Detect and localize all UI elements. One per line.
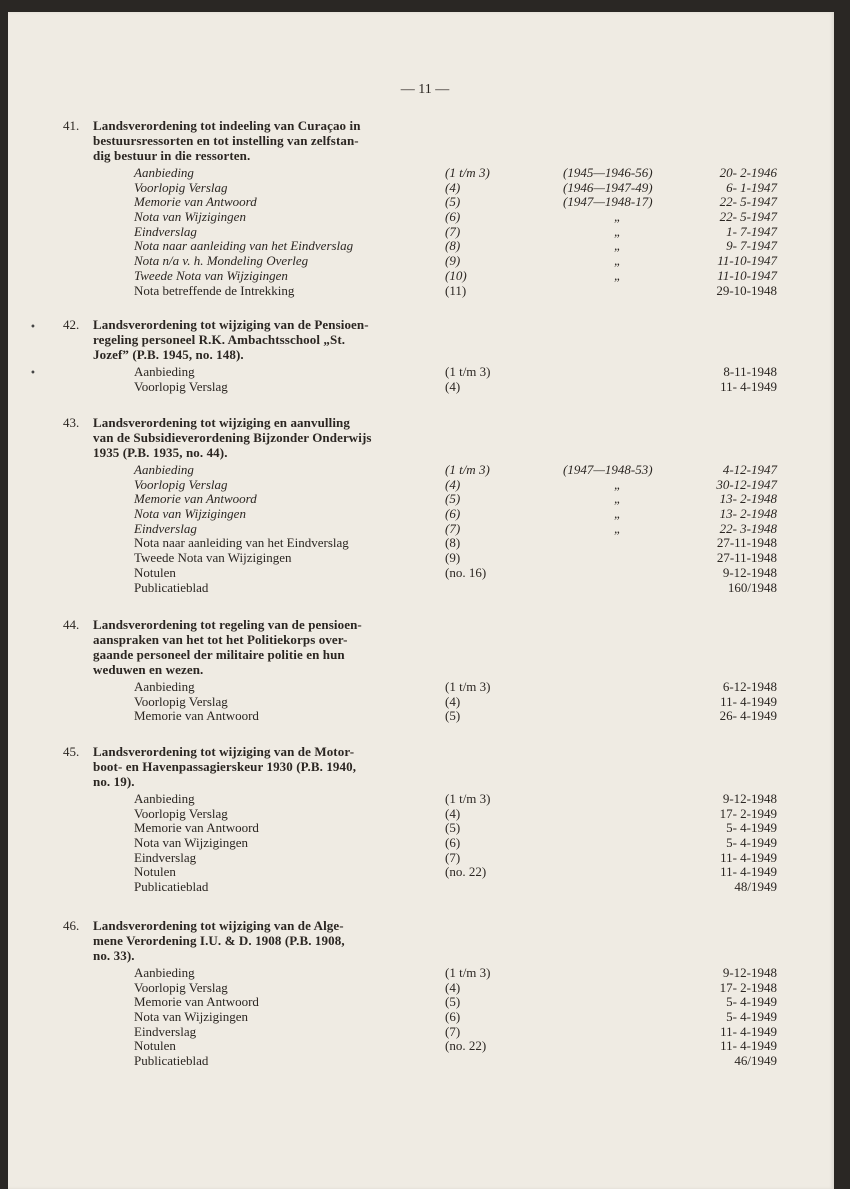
document-date: 6-12-1948 (722, 679, 777, 694)
document-label: Aanbieding (134, 965, 195, 980)
document-row (0, 851, 850, 866)
document-date: 13- 2-1948 (719, 506, 777, 522)
document-row (0, 836, 850, 851)
document-label: Nota van Wijzigingen (134, 1009, 249, 1025)
document-date: 17- 2-1948 (719, 979, 777, 995)
document-row (0, 380, 850, 395)
entry-number: 45. (63, 744, 80, 759)
document-label: Publicatieblad (134, 879, 209, 895)
document-reference: (1 t/m 3) (445, 462, 490, 477)
document-label: Voorlopig Verslag (134, 979, 228, 995)
document-label: Aanbieding (134, 165, 194, 180)
document-label: Nota van Wijzigingen (134, 835, 249, 851)
document-row (0, 709, 850, 724)
document-row (0, 254, 850, 269)
document-reference: (8) (445, 535, 461, 551)
document-row (0, 1010, 850, 1025)
document-reference: (1 t/m 3) (445, 965, 491, 980)
document-row (0, 1025, 850, 1040)
document-date: 29-10-1948 (716, 282, 777, 298)
document-reference: (5) (445, 194, 461, 210)
document-date: 5- 4-1949 (726, 994, 777, 1010)
document-date: 22- 5-1947 (719, 194, 777, 210)
session-period: „ (614, 491, 622, 507)
margin-mark: • (30, 368, 36, 379)
document-label: Memorie van Antwoord (134, 994, 259, 1010)
entry-rows (0, 365, 850, 394)
document-date: 17- 2-1949 (719, 805, 777, 821)
document-date: 6- 1-1947 (726, 179, 777, 195)
entry-number: 41. (63, 118, 80, 133)
document-label: Notulen (134, 564, 176, 580)
document-date: 9- 7-1947 (726, 238, 777, 254)
document-date: 9-12-1948 (722, 791, 777, 806)
document-reference: (5) (445, 994, 461, 1010)
document-label: Notulen (134, 864, 176, 880)
document-reference: (no. 16) (445, 564, 487, 580)
margin-mark: • (30, 322, 36, 333)
document-date: 11- 4-1949 (720, 849, 777, 865)
document-date: 9-12-1948 (722, 564, 777, 580)
document-label: Nota n/a v. h. Mondeling Overleg (134, 253, 309, 269)
entry-number: 46. (63, 918, 80, 933)
document-row (0, 478, 850, 493)
document-label: Voorlopig Verslag (134, 805, 228, 821)
document-label: Voorlopig Verslag (134, 179, 228, 195)
document-reference: (4) (445, 693, 461, 709)
document-label: Memorie van Antwoord (134, 194, 257, 210)
entry-rows (0, 463, 850, 595)
document-date: 8-11-1948 (723, 364, 777, 379)
document-date: 9-12-1948 (722, 965, 777, 980)
document-reference: (6) (445, 1009, 461, 1025)
document-row (0, 821, 850, 836)
document-row (0, 284, 850, 299)
document-label: Eindverslag (134, 520, 197, 536)
document-reference: (4) (445, 378, 461, 394)
document-label: Tweede Nota van Wijzigingen (134, 267, 288, 283)
document-date: 5- 4-1949 (726, 820, 777, 836)
document-date: 11- 4-1949 (720, 864, 777, 880)
session-period: (1945—1946-56) (563, 165, 653, 180)
document-reference: (8) (445, 238, 461, 254)
document-reference: (5) (445, 820, 461, 836)
document-date: 26- 4-1949 (719, 708, 777, 724)
document-reference: (1 t/m 3) (445, 165, 490, 180)
document-row (0, 566, 850, 581)
session-period: „ (614, 253, 622, 269)
document-date: 13- 2-1948 (719, 491, 777, 507)
session-period: „ (614, 267, 622, 283)
document-date: 22- 3-1948 (719, 520, 777, 536)
document-date: 11- 4-1949 (720, 378, 777, 394)
document-label: Aanbieding (134, 364, 195, 379)
document-row (0, 522, 850, 537)
document-row (0, 581, 850, 596)
document-label: Voorlopig Verslag (134, 693, 228, 709)
document-reference: (9) (445, 550, 461, 566)
document-label: Nota van Wijzigingen (134, 506, 246, 522)
document-label: Aanbieding (134, 462, 194, 477)
document-row (0, 865, 850, 880)
document-label: Memorie van Antwoord (134, 491, 257, 507)
document-label: Eindverslag (134, 223, 197, 239)
document-reference: (no. 22) (445, 1038, 487, 1054)
entry-number: 44. (63, 617, 80, 632)
document-row (0, 807, 850, 822)
document-reference: (11) (445, 282, 467, 298)
session-period: „ (614, 238, 622, 254)
document-label: Eindverslag (134, 849, 197, 865)
document-reference: (9) (445, 253, 461, 269)
document-reference: (5) (445, 491, 461, 507)
document-date: 4-12-1947 (722, 462, 777, 477)
document-reference: (10) (445, 267, 467, 283)
document-reference: (6) (445, 835, 461, 851)
document-row (0, 680, 850, 695)
document-reference: (7) (445, 223, 461, 239)
entry-rows (0, 966, 850, 1069)
document-date: 11-10-1947 (717, 267, 777, 283)
document-reference: (4) (445, 179, 461, 195)
document-date: 27-11-1948 (716, 550, 777, 566)
document-date: 5- 4-1949 (726, 1009, 777, 1025)
document-row (0, 551, 850, 566)
document-row (0, 181, 850, 196)
document-row (0, 365, 850, 380)
document-date: 48/1949 (734, 879, 777, 895)
entry-number: 42. (63, 317, 80, 332)
document-label: Aanbieding (134, 791, 195, 806)
document-reference: (7) (445, 520, 461, 536)
document-row (0, 195, 850, 210)
document-reference: (4) (445, 805, 461, 821)
entry-title: Landsverordening tot indeeling van Curaçao in bestuursressorten en tot instelling van zelfstan- dig bestuur in die ressorten. (93, 118, 361, 163)
document-reference: (4) (445, 979, 461, 995)
session-period: (1947—1948-53) (563, 462, 653, 477)
document-row (0, 239, 850, 254)
document-label: Publicatieblad (134, 579, 209, 595)
document-row (0, 507, 850, 522)
document-row (0, 792, 850, 807)
document-date: 20- 2-1946 (719, 165, 777, 180)
session-period: „ (614, 506, 622, 522)
document-date: 11- 4-1949 (720, 1038, 777, 1054)
session-period: „ (614, 209, 622, 225)
document-label: Aanbieding (134, 679, 195, 694)
document-row (0, 880, 850, 895)
document-row (0, 995, 850, 1010)
document-reference: (1 t/m 3) (445, 364, 491, 379)
document-row (0, 1054, 850, 1069)
entry-rows (0, 166, 850, 298)
document-date: 27-11-1948 (716, 535, 777, 551)
entry-title: Landsverordening tot wijziging van de Motor- boot- en Havenpassagierskeur 1930 (P.B. 1940, no. 19). (93, 744, 357, 789)
document-reference: (1 t/m 3) (445, 791, 491, 806)
document-label: Publicatieblad (134, 1053, 209, 1069)
document-label: Nota betreffende de Intrekking (134, 282, 295, 298)
document-row (0, 463, 850, 478)
entry-number: 43. (63, 415, 80, 430)
document-date: 11- 4-1949 (720, 1023, 777, 1039)
document-date: 5- 4-1949 (726, 835, 777, 851)
document-date: 160/1948 (727, 579, 777, 595)
document-label: Nota naar aanleiding van het Eindverslag (134, 238, 354, 254)
entry-title: Landsverordening tot regeling van de pensioen- aanspraken van het tot het Politiekorps over- gaande personeel der militaire politie en hun weduwen en wezen. (93, 617, 362, 677)
document-row (0, 536, 850, 551)
document-reference: (5) (445, 708, 461, 724)
document-label: Memorie van Antwoord (134, 820, 259, 836)
session-period: „ (614, 476, 622, 492)
document-row (0, 695, 850, 710)
document-row (0, 269, 850, 284)
document-date: 11-10-1947 (717, 253, 777, 269)
document-date: 30-12-1947 (716, 476, 777, 492)
document-label: Voorlopig Verslag (134, 378, 228, 394)
document-label: Voorlopig Verslag (134, 476, 228, 492)
page-number: — 11 — (400, 82, 450, 97)
document-date: 46/1949 (734, 1053, 777, 1069)
entry-title: Landsverordening tot wijziging van de Pensioen- regeling personeel R.K. Ambachtsschool „St. Jozef” (P.B. 1945, no. 148). (93, 317, 369, 362)
entry-title: Landsverordening tot wijziging en aanvulling van de Subsidieverordening Bijzonder Onderwijs 1935 (P.B. 1935, no. 44). (93, 415, 372, 460)
document-row (0, 166, 850, 181)
document-reference: (4) (445, 476, 461, 492)
document-reference: (no. 22) (445, 864, 487, 880)
entry-title: Landsverordening tot wijziging van de Alge- mene Verordening I.U. & D. 1908 (P.B. 1908, no. 33). (93, 918, 345, 963)
document-reference: (6) (445, 506, 461, 522)
document-row (0, 966, 850, 981)
entry-rows (0, 680, 850, 724)
session-period: „ (614, 520, 622, 536)
document-reference: (1 t/m 3) (445, 679, 491, 694)
document-date: 11- 4-1949 (720, 693, 777, 709)
document-label: Tweede Nota van Wijzigingen (134, 550, 292, 566)
document-date: 1- 7-1947 (726, 223, 777, 239)
document-label: Notulen (134, 1038, 176, 1054)
document-reference: (7) (445, 849, 461, 865)
document-row (0, 981, 850, 996)
document-label: Nota van Wijzigingen (134, 209, 246, 225)
document-row (0, 225, 850, 240)
document-row (0, 210, 850, 225)
session-period: (1946—1947-49) (563, 179, 653, 195)
document-label: Eindverslag (134, 1023, 197, 1039)
document-row (0, 492, 850, 507)
document-label: Nota naar aanleiding van het Eindverslag (134, 535, 349, 551)
document-reference: (6) (445, 209, 461, 225)
session-period: (1947—1948-17) (563, 194, 653, 210)
document-date: 22- 5-1947 (719, 209, 777, 225)
entry-rows (0, 792, 850, 895)
document-row (0, 1039, 850, 1054)
document-reference: (7) (445, 1023, 461, 1039)
document-label: Memorie van Antwoord (134, 708, 259, 724)
session-period: „ (614, 223, 622, 239)
